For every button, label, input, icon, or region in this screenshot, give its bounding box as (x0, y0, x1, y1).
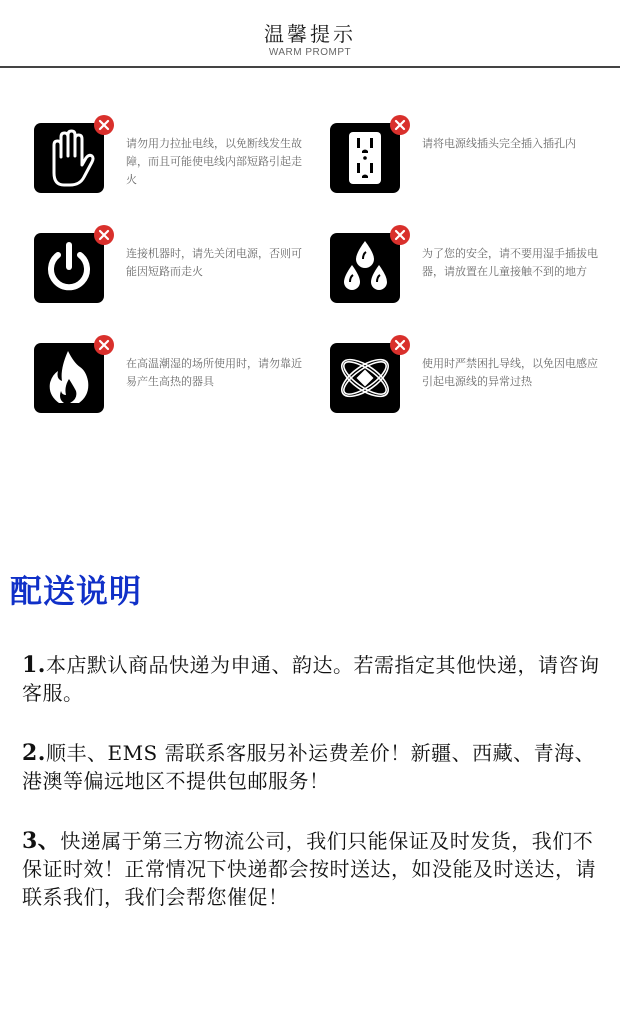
prohibited-x-icon (94, 225, 114, 245)
tip-text: 连接机器时，请先关闭电源，否则可能因短路而走火 (126, 247, 302, 278)
tip-item (34, 335, 324, 415)
note-number: 2. (22, 740, 46, 766)
note-text: 本店默认商品快递为申通、韵达。若需指定其他快递，请咨询客服。 (22, 653, 600, 705)
header (0, 0, 620, 70)
prohibited-x-icon (390, 335, 410, 355)
prohibited-x-icon (390, 225, 410, 245)
page-title: 温馨提示 (264, 22, 356, 46)
tip-text: 使用时严禁困扎导线，以免因电感应引起电源线的异常过热 (422, 357, 598, 388)
header-divider (0, 66, 620, 68)
tip-item (330, 225, 620, 305)
delivery-note (22, 651, 602, 707)
prohibited-x-icon (94, 335, 114, 355)
tip-item (330, 115, 620, 195)
note-text: 顺丰、EMS 需联系客服另补运费差价！新疆、西藏、青海、港澳等偏远地区不提供包邮服务！ (22, 741, 596, 793)
tip-text: 在高温潮湿的场所使用时，请勿靠近易产生高热的器具 (126, 357, 302, 388)
tip-item (34, 225, 324, 305)
note-number: 3、 (22, 828, 61, 854)
note-number: 1. (22, 652, 46, 678)
tip-item (330, 335, 620, 415)
tip-text: 请勿用力拉扯电线，以免断线发生故障，而且可能使电线内部短路引起走火 (126, 137, 302, 186)
tip-text: 为了您的安全，请不要用湿手插拔电器，请放置在儿童接触不到的地方 (422, 247, 598, 278)
prohibited-x-icon (390, 115, 410, 135)
tip-text: 请将电源线插头完全插入插孔内 (422, 137, 576, 150)
delivery-note (22, 827, 602, 911)
page-subtitle: WARM PROMPT (268, 47, 352, 58)
note-text: 快递属于第三方物流公司，我们只能保证及时发货，我们不保证时效！正常情况下快递都会按时送达，如没能及时送达，请联系我们，我们会帮您催促！ (22, 829, 596, 909)
tip-item (34, 115, 324, 195)
delivery-section-title: 配送说明 (10, 572, 143, 610)
delivery-note (22, 739, 602, 795)
prohibited-x-icon (94, 115, 114, 135)
